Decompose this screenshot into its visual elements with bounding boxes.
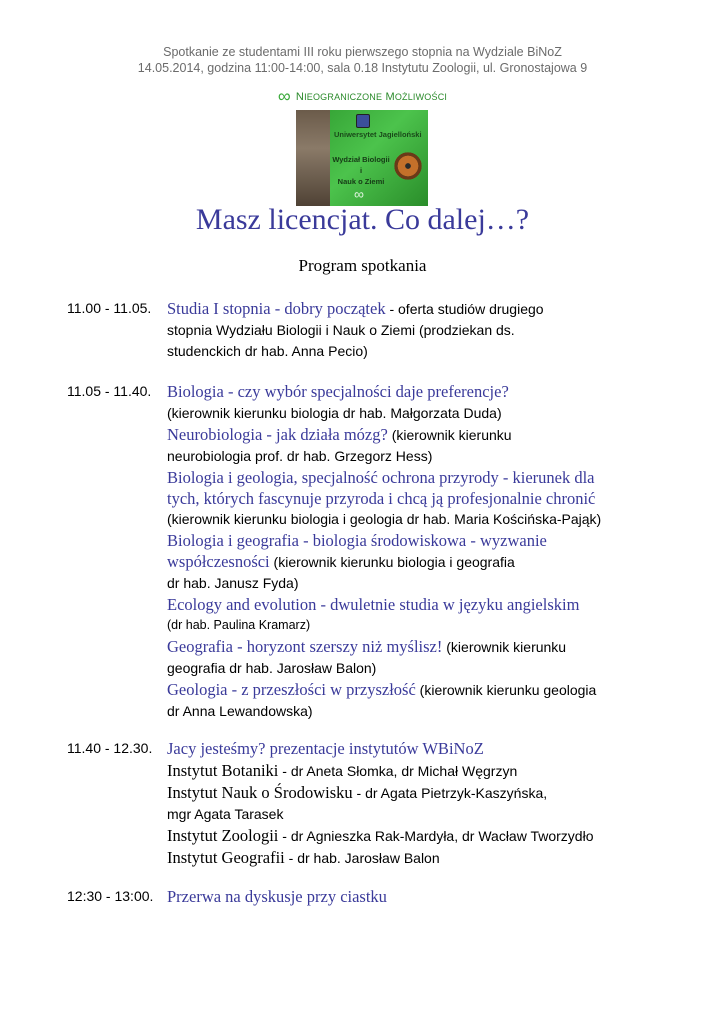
tree-photo (296, 110, 330, 206)
institute-people: - dr Agnieszka Rak-Mardyła, dr Wacław Tworzydło (278, 828, 594, 844)
agenda-topic: Geologia - z przeszłości w przyszłość (167, 680, 416, 699)
agenda-time: 11.05 - 11.40. (67, 383, 152, 399)
agenda-item-4 (67, 886, 667, 908)
banner-faculty-line-1: Wydział Biologii (332, 155, 390, 164)
header-line-2: 14.05.2014, godzina 11:00-14:00, sala 0.18 Instytutu Zoologii, ul. Gronostajowa 9 (137, 61, 588, 75)
header-line-1: Spotkanie ze studentami III roku pierwszego stopnia na Wydziale BiNoZ (163, 45, 562, 59)
agenda-text: (kierownik kierunku (442, 639, 567, 655)
agenda-text: (kierownik kierunku biologia i geografia (269, 554, 515, 570)
institute-people: mgr Agata Tarasek (167, 806, 284, 822)
banner-infinity-icon: ∞ (354, 186, 364, 202)
institute-people: - dr Agata Pietrzyk-Kaszyńska, (352, 785, 548, 801)
butterfly-icon (392, 150, 424, 182)
tagline-word-1: IEOGRANICZONE (304, 92, 383, 102)
tagline-initial-1: N (295, 91, 305, 103)
faculty-banner-image (296, 110, 428, 206)
tagline-initial-2: M (385, 91, 395, 103)
agenda-text: (dr hab. Paulina Kramarz) (167, 618, 311, 632)
agenda-text: dr hab. Janusz Fyda) (167, 575, 299, 591)
agenda-item-2 (67, 381, 667, 722)
tagline-word-2: OŻLIWOŚCI (394, 92, 448, 102)
institute-people: - dr Aneta Słomka, dr Michał Węgrzyn (278, 763, 518, 779)
agenda-topic: Przerwa na dyskusje przy ciastku (167, 887, 387, 906)
institute-name: Instytut Geografii (167, 848, 285, 867)
agenda-text: stopnia Wydziału Biologii i Nauk o Ziemi (prodziekan ds. (167, 322, 515, 338)
page-subtitle: Program spotkania (298, 256, 427, 275)
agenda-text: geografia dr hab. Jarosław Balon) (167, 660, 377, 676)
agenda-topic: Studia I stopnia - dobry początek (167, 299, 386, 318)
infinity-icon: ∞ (277, 86, 291, 106)
institute-name: Instytut Zoologii (167, 826, 279, 845)
agenda-text: (kierownik kierunku biologia i geologia dr hab. Maria Kościńska-Pająk) (167, 511, 602, 527)
agenda-topic: Jacy jesteśmy? prezentacje instytutów WBiNoZ (167, 739, 484, 758)
agenda-time: 11.00 - 11.05. (67, 300, 152, 316)
agenda-topic: Biologia i geologia, specjalność ochrona przyrody - kierunek dla (167, 468, 595, 487)
banner-faculty-line-3: Nauk o Ziemi (337, 177, 385, 186)
agenda-text: - oferta studiów drugiego (385, 301, 544, 317)
agenda-text: neurobiologia prof. dr hab. Grzegorz Hess) (167, 448, 433, 464)
agenda-text: (kierownik kierunku (387, 427, 512, 443)
agenda-topic: Biologia i geografia - biologia środowiskowa - wyzwanie (167, 531, 547, 550)
institute-name: Instytut Botaniki (167, 761, 279, 780)
agenda-topic: tych, których fascynuje przyroda i chcą ją profesjonalnie chronić (167, 489, 596, 508)
agenda-text: (kierownik kierunku biologia dr hab. Małgorzata Duda) (167, 405, 502, 421)
page-title: Masz licencjat. Co dalej…? (195, 203, 530, 236)
agenda-time: 12:30 - 13:00. (67, 888, 154, 904)
agenda-text: dr Anna Lewandowska) (167, 703, 313, 719)
agenda-text: (kierownik kierunku geologia (415, 682, 597, 698)
banner-faculty (330, 154, 392, 187)
agenda-item-3 (67, 738, 667, 869)
agenda-topic: Geografia - horyzont szerszy niż myślisz! (167, 637, 443, 656)
institute-name: Instytut Nauk o Środowisku (167, 783, 353, 802)
agenda-text: studenckich dr hab. Anna Pecio) (167, 343, 368, 359)
tagline (0, 86, 725, 107)
institute-people: - dr hab. Jarosław Balon (284, 850, 440, 866)
university-crest-icon (356, 114, 370, 128)
agenda-item-1 (67, 298, 667, 362)
agenda-topic: współczesności (167, 552, 270, 571)
agenda-topic: Biologia - czy wybór specjalności daje preferencje? (167, 382, 509, 401)
agenda-topic: Ecology and evolution - dwuletnie studia w języku angielskim (167, 595, 580, 614)
banner-faculty-line-2: i (359, 166, 363, 175)
agenda-topic: Neurobiologia - jak działa mózg? (167, 425, 388, 444)
banner-university: Uniwersytet Jagielloński (334, 130, 422, 139)
agenda-time: 11.40 - 12.30. (67, 740, 153, 756)
meeting-header (0, 44, 725, 76)
